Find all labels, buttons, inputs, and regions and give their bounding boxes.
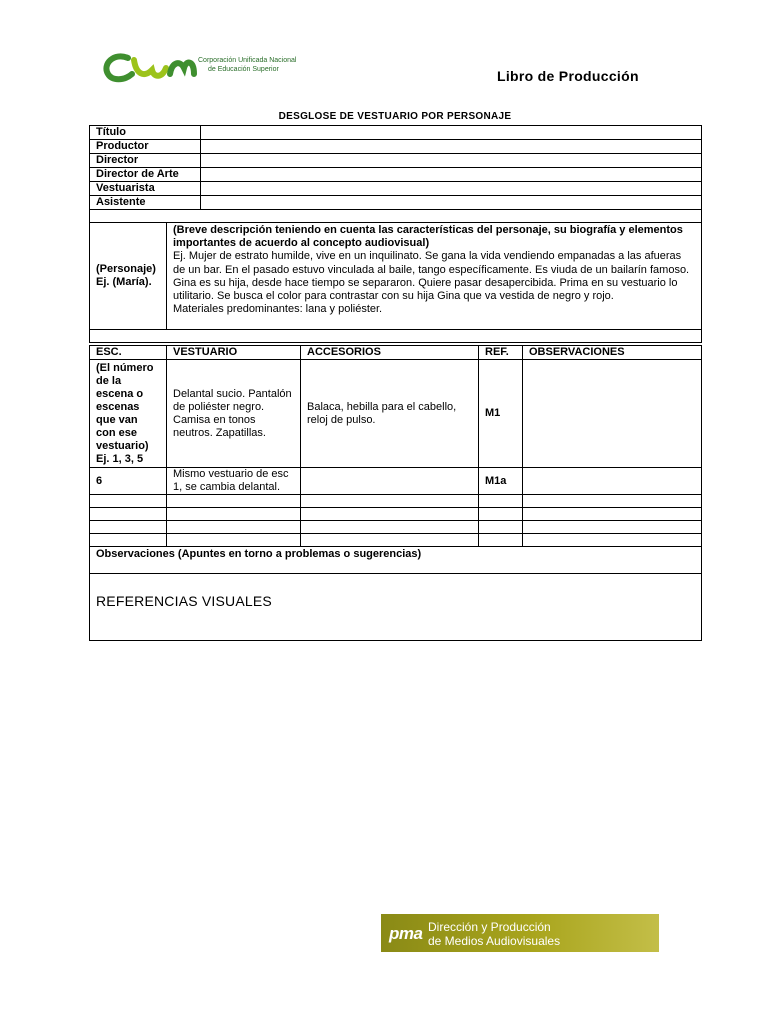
table-row	[90, 495, 702, 508]
table-row	[90, 534, 702, 547]
info-value[interactable]	[201, 168, 702, 182]
row-accesorios[interactable]: Balaca, hebilla para el cabello, reloj de pulso.	[301, 360, 479, 468]
row-vestuario[interactable]	[167, 495, 301, 508]
info-row	[90, 140, 702, 154]
character-label: (Personaje) Ej. (María).	[90, 223, 167, 330]
info-label: Vestuarista	[90, 182, 201, 196]
column-header-ref: REF.	[479, 346, 523, 360]
footer-line-1: Dirección y Producción	[428, 920, 551, 934]
row-esc[interactable]: 6	[90, 468, 167, 495]
footer-banner	[381, 914, 659, 952]
row-observaciones[interactable]	[523, 521, 702, 534]
info-label: Título	[90, 126, 201, 140]
row-observaciones[interactable]	[523, 534, 702, 547]
row-esc[interactable]: (El número de la escena o escenas que van con ese vestuario) Ej. 1, 3, 5	[90, 360, 167, 468]
info-row	[90, 168, 702, 182]
row-accesorios[interactable]	[301, 468, 479, 495]
row-esc[interactable]	[90, 521, 167, 534]
info-value[interactable]	[201, 154, 702, 168]
row-ref[interactable]: M1a	[479, 468, 523, 495]
row-esc[interactable]	[90, 508, 167, 521]
logo-caption	[198, 56, 296, 74]
row-ref[interactable]	[479, 508, 523, 521]
character-desc-instructions: (Breve descripción teniendo en cuenta las características del personaje, su biografía y elementos importantes de acuerdo al concepto audiovisual)	[173, 224, 683, 250]
spacer-row	[90, 210, 702, 223]
info-row	[90, 182, 702, 196]
observaciones-label[interactable]: Observaciones (Apuntes en torno a problemas o sugerencias)	[90, 547, 702, 574]
column-header-vestuario: VESTUARIO	[167, 346, 301, 360]
info-row	[90, 126, 702, 140]
spacer-row	[90, 330, 702, 343]
logo-line-2: de Educación Superior	[208, 66, 279, 73]
row-vestuario[interactable]	[167, 508, 301, 521]
observaciones-row	[90, 547, 702, 574]
row-ref[interactable]: M1	[479, 360, 523, 468]
character-description[interactable]	[167, 223, 702, 330]
logo-line-1: Corporación Unificada Nacional	[198, 57, 297, 64]
info-value[interactable]	[201, 140, 702, 154]
row-observaciones[interactable]	[523, 360, 702, 468]
info-label: Asistente	[90, 196, 201, 210]
row-accesorios[interactable]	[301, 508, 479, 521]
column-header-observaciones: OBSERVACIONES	[523, 346, 702, 360]
info-row	[90, 154, 702, 168]
table-header-row	[90, 346, 702, 360]
row-ref[interactable]	[479, 495, 523, 508]
info-label: Director	[90, 154, 201, 168]
row-vestuario[interactable]	[167, 534, 301, 547]
row-accesorios[interactable]	[301, 495, 479, 508]
info-table	[89, 125, 702, 223]
character-table	[89, 222, 702, 343]
row-ref[interactable]	[479, 521, 523, 534]
row-vestuario[interactable]	[167, 521, 301, 534]
row-esc[interactable]	[90, 495, 167, 508]
row-esc[interactable]	[90, 534, 167, 547]
row-accesorios[interactable]	[301, 521, 479, 534]
info-label: Director de Arte	[90, 168, 201, 182]
references-title: REFERENCIAS VISUALES	[96, 593, 272, 609]
row-ref[interactable]	[479, 534, 523, 547]
table-row	[90, 468, 702, 495]
table-row	[90, 508, 702, 521]
table-row	[90, 521, 702, 534]
table-row	[90, 360, 702, 468]
column-header-accesorios: ACCESORIOS	[301, 346, 479, 360]
info-label: Productor	[90, 140, 201, 154]
book-title: Libro de Producción	[497, 68, 639, 84]
character-materials: Materiales predominantes: lana y poliéster.	[173, 303, 383, 316]
character-desc-text: Ej. Mujer de estrato humilde, vive en un inquilinato. Se gana la vida vendiendo empanadas a las afueras de un bar. En el pasado estuvo vinculada al baile, tango específicamente. Es viuda de un bailarín famoso. Gina es su hija, desde hace tiempo se separaron. Quiere pasar desapercibida. Prima en su vestuario lo utilitario. Se busca el color para contrastar con su hija Gina que va vestida de negro y rojo.	[173, 250, 690, 303]
document-heading: DESGLOSE DE VESTUARIO POR PERSONAJE	[278, 111, 512, 122]
info-value[interactable]	[201, 126, 702, 140]
column-header-esc: ESC.	[90, 346, 167, 360]
info-value[interactable]	[201, 196, 702, 210]
row-vestuario[interactable]: Delantal sucio. Pantalón de poliéster negro. Camisa en tonos neutros. Zapatillas.	[167, 360, 301, 468]
info-value[interactable]	[201, 182, 702, 196]
character-row	[90, 223, 702, 330]
row-accesorios[interactable]	[301, 534, 479, 547]
row-vestuario[interactable]: Mismo vestuario de esc 1, se cambia delantal.	[167, 468, 301, 495]
footer-line-2: de Medios Audiovisuales	[428, 934, 561, 948]
row-observaciones[interactable]	[523, 495, 702, 508]
row-observaciones[interactable]	[523, 508, 702, 521]
pma-logo: pma	[389, 924, 423, 943]
info-row	[90, 196, 702, 210]
row-observaciones[interactable]	[523, 468, 702, 495]
